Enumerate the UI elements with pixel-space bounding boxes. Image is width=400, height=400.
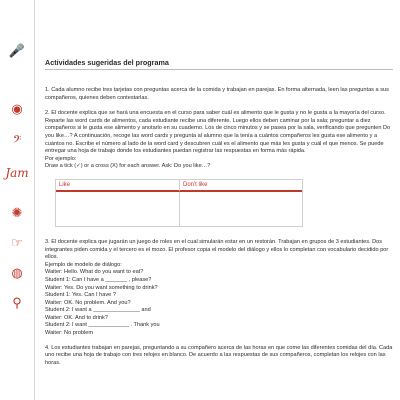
microphone-icon: 🎤	[8, 43, 26, 58]
compass-icon: ✺	[11, 205, 23, 220]
dialog-line: Student 1: Can I have a _______ , please?	[45, 276, 152, 283]
jam-label: Jam	[5, 166, 29, 180]
thumbtack-icon: ⚲	[12, 295, 22, 310]
dialog-line: Student 2: I want _____________ . Thank you	[45, 322, 160, 329]
page-title: Actividades sugeridas del programa	[45, 58, 393, 70]
table-header-like: Like	[56, 180, 179, 192]
table-header-dont-like: Don't like	[179, 180, 302, 192]
activity-2-instruction: Draw a tick (✓) or a cross (X) for each answer. Ask: Do you like…?	[45, 163, 211, 170]
sidebar	[0, 0, 35, 400]
activity-3-example-label: Ejemplo de modelo de diálogo:	[45, 261, 122, 268]
activity-1: 1. Cada alumno recibe tres tarjetas con preguntas acerca de la comida y trabajan en parejas. En forma alternada, leen las preguntas a sus compañeros, quienes deben contestarlas.	[45, 87, 389, 101]
bass-clef-icon: 𝄢	[12, 133, 22, 148]
dialog-line: Waiter: No problem	[45, 330, 93, 337]
like-dislike-table	[55, 179, 303, 227]
document-body	[45, 58, 393, 367]
table-cell	[56, 192, 179, 226]
activity-3: 3. El docente explica que jugarán un juego de roles en el cual simularán estar en un restorán. Trabajan en grupos de 3 estudiantes. Dos integrantes piden comida y el tercero es el mozo. El profesor copia el modelo del diálogo y ellos lo completan con vocabulario decidido por ellos.	[45, 238, 389, 261]
dialog-line: Waiter: Yes. Do you want something to drink?	[45, 284, 158, 291]
activity-2: 2. El docente explica que se hará una encuesta en el curso para saber cuál es alimento que le gusta y no le gusta a la mayoría del curso. Reparte las word cards de alimentos, cada estudiante recibe una diferente. Luego ellos deben caminar por la sala; preguntar a diez compañeros si le gusta ese alimento y anotarlo en su cuaderno. Los de cinco minutos y se pasea por la sala, verificando que pregunten Do you like…? A continuación, recoge las word cards y pregunta al alumno que la tenía a cuántos compañeros les gusta ese alimento y a cuántos no. Escribe el número al lado de la word card y descubren cuál es el alimento que más les gusta y cuál el que menos. Se puede entregar una hoja de trabajo donde los estudiantes puedan registrar las respuestas en forma más rápida.	[45, 110, 391, 155]
record-icon: ◉	[11, 101, 23, 116]
dialog-line: Student 2: I want a _______________ and	[45, 307, 151, 314]
table-cell	[179, 192, 302, 226]
dialog-line: Student 1: Yes. Can I have ?	[45, 292, 116, 299]
dialog-line: Waiter: OK. No problem. And you?	[45, 299, 131, 306]
pointer-icon: ☞	[11, 235, 23, 250]
dialog-line: Waiter: OK. And to drink?	[45, 314, 108, 321]
activity-4: 4. Los estudiantes trabajan en parejas, preguntando a su compañero acerca de las horas en que come las diferentes comidas del día. Cada uno recibe una hoja de trabajo con tres relojes en blanco. De acuerdo a las respuestas de sus compañeros, completan los relojes con las horas.	[45, 344, 393, 366]
dialog-line: Waiter: Hello. What do you want to eat?	[45, 269, 144, 276]
globe-icon: ◍	[11, 265, 23, 280]
activity-2-example-label: Por ejemplo:	[45, 155, 77, 162]
dialog-model	[45, 269, 393, 337]
